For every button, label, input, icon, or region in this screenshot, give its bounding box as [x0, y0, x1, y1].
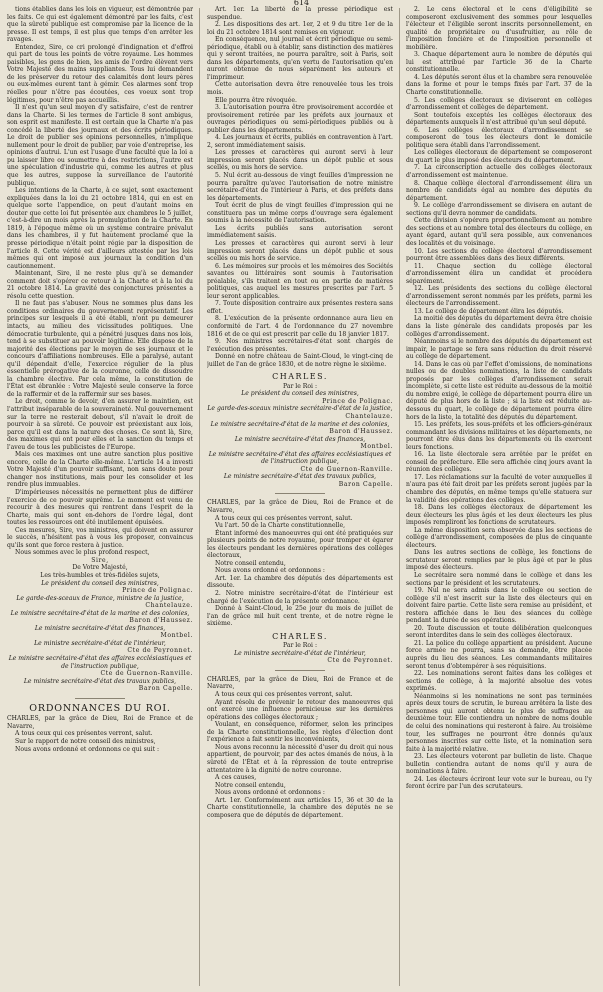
paragraph: La même disposition sera observée dans les sections de collège d'arrondissement, composées de plus de cinquante électeurs.: [406, 526, 592, 549]
king-signature: CHARLES.: [272, 372, 328, 382]
paragraph: 5. Les collèges électoraux se diviseront en collèges d'arrondissement et collèges de département.: [406, 96, 592, 112]
paragraph: Étant informé des manoeuvres qui ont été pratiquées sur plusieurs points de notre royaume, pour tromper et égarer les électeurs pendant les dernières opérations des collèges électoraux,: [207, 529, 393, 560]
paragraph: 15. Les préfets, les sous-préfets et les officiers-généraux commandant les divisions militaires et les départements, ne pourront être élus dans les départements où ils exercent leurs fonctions.: [406, 421, 592, 451]
king-heading: CHARLES, par la grâce de Dieu, Roi de France et de Navarre,: [7, 715, 193, 730]
paragraph: Il n'est qu'un seul moyen d'y satisfaire, c'est de rentrer dans la Charte. Si les termes de l'article 8 sont ambigus, son esprit est manifeste. Il est certain que la Charte n'a pas concédé la liberté des journaux et des écrits périodiques. Le droit de publier ses opinions personnelles, n'implique nullement pour le droit de publier, par voie d'entreprise, les opinions d'autrui. L'un est l'usage d'une faculté que la loi a pu laisser libre ou soumettre à des restrictions, l'autre est une spéculation d'industrie qui, comme les autres et plus que les autres, suppose la surveillance de l'autorité publique.: [7, 104, 193, 187]
paragraph: 18. Dans les collèges électoraux de département les deux électeurs les plus âgés et les deux électeurs les plus imposés rempliront les fonctions de scrutateurs.: [406, 504, 592, 527]
paragraph: 9. Le collège d'arrondissement se divisera en autant de sections qu'il devra nommer de candidats.: [406, 202, 592, 217]
paragraph: Cette division s'opérera proportionnellement au nombre des sections et au nombre total des électeurs du collège, en ayant égard, autant qu'il sera possible, aux convenances des localités et du voisinage.: [406, 217, 592, 247]
signature-name: Baron Capelle.: [338, 480, 393, 488]
paragraph: 24. Les électeurs écriront leur vote sur le bureau, ou l'y feront écrire par l'un des scrutateurs.: [406, 775, 592, 791]
king-heading: CHARLES, par la grâce de Dieu, Roi de France et de Navarre,: [207, 499, 393, 514]
column-3: [406, 6, 592, 988]
signature-title: Le ministre secrétaire-d'état de la marine et des colonies,: [210, 420, 390, 428]
signature-name: Prince de Polignac.: [122, 587, 193, 595]
paragraph: Sont toutefois exceptés les collèges électoraux des départements auxquels il n'est attribué qu'un seul député.: [406, 111, 592, 127]
paragraph: La moitié des députés du département devra être choisie dans la liste générale des candidats proposés par les collèges d'arrondissement.: [406, 315, 592, 338]
paragraph: 4. Les journaux et écrits, publiés en contravention à l'art. 2, seront immédiatement saisis.: [207, 134, 393, 149]
closing-subjects: Les très-humbles et très-fidèles sujets,: [40, 572, 160, 580]
paragraph: Mais ces maximes ont une autre sanction plus positive encore, celle de la Charte elle-même. L'article 14 a investi Votre Majesté d'un pouvoir suffisant, non sans doute pour changer nos institutions, mais pour les consolider et les rendre plus immuables.: [7, 451, 193, 489]
paragraph: 12. Les présidents des sections du collège électoral d'arrondissement seront nommés par les préfets, parmi les électeurs de l'arrondissement.: [406, 285, 592, 308]
signature-name: Chantelauze.: [345, 412, 393, 420]
signature-title: Le président du conseil des ministres,: [41, 579, 159, 587]
paragraph: 13. Le collège de département élira les députés.: [414, 307, 564, 315]
paragraph: Les presses et caractères qui auront servi à leur impression seront placés dans un dépôt public et sous scellés, ou mis hors de service.: [207, 149, 393, 172]
paragraph: 14. Dans le cas où par l'effet d'omissions, de nominations nulles ou de doubles nominations, la liste de candidats proposés par les collèges d'arrondissement serait incomplète, si cette liste est réduite au-dessous de la moitié du nombre exigé, le collège de département pourra élire un député de plus hors de la liste ; si la liste est réduite au-dessous du quart, le collège de département pourra élire hors de la liste, la totalité des députés du département.: [406, 360, 592, 421]
paragraph: Les intentions de la Charte, à ce sujet, sont exactement expliquées dans la loi du 21 octobre 1814, qui en est en quelque sorte l'appendice, on peut d'autant moins en douter que cette loi fut présentée aux chambres le 5 juillet, c'est-à-dire un mois après la promulgation de la Charte. En 1819, à l'époque même où un système contraire prévalut dans les chambres, il y fut hautement proclamé que la presse périodique n'était point régie par la disposition de l'article 8. Cette vérité est d'ailleurs attestée par les lois mêmes qui ont imposé aux journaux la condition d'un cautionnement.: [7, 187, 193, 270]
paragraph: Néanmoins si le nombre des députés du département est impair, le partage se fera sans réduction du droit réservé au collège de département.: [406, 338, 592, 361]
signature-title: Le ministre secrétaire-d'état des travaux publics,: [23, 677, 177, 685]
paragraph: Nous avons ordonné et ordonnons :: [215, 789, 325, 797]
closing: De Votre Majesté,: [72, 564, 128, 572]
signature-title: Le ministre secrétaire-d'état de l'intérieur,: [234, 649, 366, 657]
signature-name: Cte de Peyronnet.: [327, 657, 393, 665]
paragraph: Vu l'art. 50 de la Charte constitutionnelle,: [215, 522, 346, 530]
signature-name: Montbel.: [160, 632, 193, 640]
king-heading: CHARLES, par la grâce de Dieu, Roi de France et de Navarre,: [207, 675, 393, 691]
paragraph: 20. Toute discussion et toute délibération quelconques seront interdites dans le sein des collèges électoraux.: [406, 624, 592, 640]
paragraph: 2. Notre ministre secrétaire-d'état de l'intérieur est chargé de l'exécution de la présente ordonnance.: [207, 590, 393, 605]
paragraph: 9. Nos ministres secrétaires-d'état sont chargés de l'exécution des présentes.: [207, 338, 393, 353]
paragraph: 3. Chaque département aura le nombre de députés qui lui est attribué par l'article 36 de la Charte constitutionnelle.: [406, 51, 592, 74]
paragraph: Maintenant, Sire, il ne reste plus qu'à se demander comment doit s'opérer ce retour à la Charte et à la loi du 21 octobre 1814. La gravité des conjonctures présentes a résolu cette question.: [7, 270, 193, 300]
signature-name: Prince de Polignac.: [322, 397, 393, 405]
paragraph: Tout écrit de plus de vingt feuilles d'impression qui ne constituera pas un même corps d'ouvrage sera également soumis à la nécessité de l'autorisation.: [207, 202, 393, 225]
paragraph: 6. Les mémoires sur procès et les mémoires des Sociétés savantes ou littéraires sont soumis à l'autorisation préalable, s'ils traitent en tout ou en partie de matières politiques, cas auquel les mesures prescrites par l'art. 5 leur seront applicables.: [207, 262, 393, 300]
paragraph: 8. L'exécution de la présente ordonnance aura lieu en conformité de l'art. 4 de l'ordonnance du 27 novembre 1816 et de ce qui est prescrit par celle du 18 janvier 1817.: [207, 315, 393, 338]
signature-title: Le ministre secrétaire-d'état des finances,: [234, 435, 366, 443]
paragraph: Donné à Saint-Cloud, le 25e jour du mois de juillet de l'an de grâce mil huit cent trente, et de notre règne le sixième.: [207, 605, 393, 628]
paragraph: Ces mesures, Sire, vos ministres, qui doivent en assurer le succès, n'hésitent pas à vous les proposer, convaincus qu'ils sont que force restera à justice.: [7, 526, 193, 549]
separator: [275, 670, 325, 671]
paragraph: 4. Les députés seront élus et la chambre sera renouvelée dans la forme et pour le temps fixés par l'art. 37 de la Charte constitutionnelle.: [406, 73, 592, 97]
signature-name: Cte de Peyronnet.: [127, 647, 193, 655]
paragraph: 2. Les dispositions des art. 1er, 2 et 9 du titre 1er de la loi du 21 octobre 1814 sont remises en vigueur.: [207, 21, 393, 36]
signature-name: Cte de Guernon-Ranville.: [300, 465, 393, 473]
paragraph: 22. Les nominations seront faites dans les collèges et sections de collège, à la majorité absolue des votes exprimés.: [406, 670, 592, 693]
paragraph: Cette autorisation devra être renouvelée tous les trois mois.: [207, 81, 393, 97]
paragraph: Le droit, comme le devoir, d'en assurer le maintien, est l'attribut inséparable de la souveraineté. Nul gouvernement sur la terre ne resterait debout, s'il n'avait le droit de pourvoir à sa sûreté. Ce pouvoir est préexistant aux lois, parce qu'il est dans la nature des choses. Ce sont là, Sire, des maximes qui ont pour elles et la sanction du temps et l'aveu de tous les publicistes de l'Europe.: [7, 398, 193, 451]
signature-name: Baron Capelle.: [138, 685, 193, 693]
salutation: Sire,: [91, 556, 109, 564]
signature-name: Baron d'Haussez.: [129, 617, 193, 625]
column-rule: [199, 8, 200, 986]
paragraph: Les collèges électoraux de département se composeront du quart le plus imposé des électeurs du département.: [406, 149, 592, 164]
paragraph: Voulant, en conséquence, réformer, selon les principes de la Charte constitutionnelle, les règles d'élection dont l'expérience a fait sentir les inconvénients,: [207, 721, 393, 744]
paragraph: Les écrits publiés sans autorisation seront immédiatement saisis.: [207, 224, 393, 240]
signature-title: Le président du conseil des ministres,: [241, 390, 359, 398]
ordinance-intro: Sur le rapport de notre conseil des ministres,: [15, 737, 156, 745]
signature-title: Le ministre secrétaire-d'état des affaires ecclésiastiques et de l'instruction publique,: [8, 655, 192, 670]
paragraph: D'impérieuses nécessités ne permettent plus de différer l'exercice de ce pouvoir suprême. Le moment est venu de recourir à des mesures qui rentrent dans l'esprit de la Charte, mais qui sont en-dehors de l'ordre légal, dont toutes les ressources ont été inutilement épuisées.: [7, 489, 193, 527]
signature-name: Montbel.: [360, 443, 393, 451]
paragraph: Dans les autres sections de collège, les fonctions de scrutateur seront remplies par le plus âgé et par le plus imposé des électeurs.: [406, 549, 592, 572]
separator: [275, 493, 325, 494]
paragraph: 3. L'autorisation pourra être provisoirement accordée et provisoirement retirée par les préfets aux journaux et ouvrages périodiques ou semi-périodiques publiés ou à publier dans les départements.: [207, 104, 393, 134]
page-number: 614: [293, 0, 310, 7]
paragraph: Entendez, Sire, ce cri prolongé d'indignation et d'effroi qui part de tous les points de votre royaume. Les hommes paisibles, les gens de bien, les amis de l'ordre élèvent vers Votre Majesté des mains suppliantes. Tous lui demandent de les préserver du retour des calamités dont leurs pères ou eux-mêmes eurent tant à gémir. Ces alarmes sont trop réelles pour n'être pas écoutées, ces voeux sont trop légitimes, pour n'être pas accueillis.: [7, 43, 193, 104]
signature-title: Le garde-des-sceaux de France, ministre de la justice,: [16, 594, 184, 602]
separator: [75, 698, 125, 699]
paragraph: 7. Toute disposition contraire aux présentes restera sans effet.: [207, 300, 393, 315]
paragraph: En conséquence, nul journal et écrit périodique ou semi-périodique, établi ou à établir, sans distinction des matières qui y seront traitées, ne pourra paraître, soit à Paris, soit dans les départements, qu'en vertu de l'autorisation qu'en auront obtenue de nous séparément les auteurs et l'imprimeur.: [207, 36, 393, 81]
paragraph: Néanmoins si les nominations ne sont pas terminées après deux tours de scrutin, le bureau arrêtera la liste des personnes qui auront obtenu le plus de suffrages au deuxième tour. Elle contiendra un nombre de noms double de celui des nominations qui resteront à faire. Au troisième tour, les suffrages ne pourront être donnés qu'aux personnes inscrites sur cette liste, et la nomination sera faite à la majorité relative.: [406, 692, 592, 753]
election-ordinance: [207, 691, 393, 819]
paragraph: A ces causes,: [215, 774, 257, 782]
paragraph: Nous sommes avec le plus profond respect,: [15, 549, 150, 557]
signature-title: Le ministre secrétaire-d'état de l'intérieur,: [34, 639, 166, 647]
paragraph: A tous ceux qui ces présentes verront, salut.: [215, 691, 353, 699]
paragraph: Elle pourra être révoquée.: [215, 96, 297, 104]
signature-name: Cte de Guernon-Ranville.: [100, 670, 193, 678]
par-le-roi: Par le Roi :: [283, 642, 317, 650]
paragraph: Nous avons reconnu la nécessité d'user du droit qui nous appartient, de pourvoir, par des actes émanés de nous, à la sûreté de l'État et à la répression de toute entreprise attentatoire à la dignité de notre couronne.: [207, 743, 393, 774]
paragraph: tions établies dans les lois en vigueur, est démontrée par les faits. Ce qui est également démontré par les faits, c'est que la sûreté publique est compromise par la licence de la presse. Il est temps, il est plus que temps d'en arrêter les ravages.: [7, 6, 193, 44]
signature-title: Le garde-des-sceaux ministre secrétaire-d'état de la justice,: [207, 405, 393, 413]
paragraph: Art. 1er. La chambre des députés des départements est dissoute.: [207, 574, 393, 590]
paragraph: Art. 1er. Conformément aux articles 15, 36 et 30 de la Charte constitutionnelle, la chambre des députés ne se composera que de députés de département.: [207, 796, 393, 819]
paragraph: 5. Nul écrit au-dessous de vingt feuilles d'impression ne pourra paraître qu'avec l'autorisation de notre ministre secrétaire-d'état de l'intérieur à Paris, et des préfets dans les départements.: [207, 172, 393, 202]
column-2: [207, 6, 393, 988]
paragraph: 6. Les collèges électoraux d'arrondissement se composeront de tous les électeurs dont le domicile politique sera établi dans l'arrondissement.: [406, 126, 592, 149]
paragraph: 23. Les électeurs voteront par bulletin de liste. Chaque bulletin contiendra autant de noms qu'il y aura de nominations à faire.: [406, 753, 592, 776]
paragraph: Art. 1er. La liberté de la presse périodique est suspendue.: [207, 6, 393, 21]
king-signature: CHARLES.: [272, 631, 328, 641]
section-title: ORDONNANCES DU ROI.: [29, 702, 171, 714]
signature-name: Chantelauze.: [145, 602, 193, 610]
signature-title: Le ministre secrétaire-d'état de la marine et des colonies,: [10, 609, 190, 617]
paragraph: Donné en notre château de Saint-Cloud, le vingt-cinq de juillet de l'an de grâce 1830, et de notre règne le sixième.: [207, 353, 393, 368]
par-le-roi: Par le Roi :: [283, 382, 317, 390]
press-ordinance-articles: [207, 6, 393, 368]
signature-title: Le ministre secrétaire-d'état des affaires ecclésiastiques et de l'instruction publique,: [208, 450, 392, 466]
column-rule: [399, 8, 400, 986]
paragraph: 11. Chaque section du collège électoral d'arrondissement élira un candidat et procédera séparément.: [406, 262, 592, 285]
report-text: [7, 6, 193, 557]
paragraph: 21. La police du collège appartient au président. Aucune force armée ne pourra, sans sa demande, être placée auprès du lieu des séances. Les commandants militaires seront tenus d'obtempérer à ses réquisitions.: [406, 639, 592, 670]
paragraph: 17. Les réclamations sur la faculté de voter auxquelles il n'aura pas été fait droit par les préfets seront jugées par la chambre des députés, en même temps qu'elle statuera sur la validité des opérations des collèges.: [406, 473, 592, 504]
paragraph: Notre conseil entendu,: [215, 559, 286, 567]
paragraph: 8. Chaque collège électoral d'arrondissement élira un nombre de candidats égal au nombre des députés du département.: [406, 179, 592, 202]
paragraph: 19. Nul ne sera admis dans le collège ou section de collège s'il n'est inscrit sur la liste des électeurs qui en doivent faire partie. Cette liste sera remise au président, et restera affichée dans le lieu des séances du collège pendant la durée de ses opérations.: [406, 587, 592, 625]
paragraph: A tous ceux qui ces présentes verront, salut.: [215, 514, 353, 522]
paragraph: Le secrétaire sera nommé dans le collège et dans les sections par le président et les scrutateurs.: [406, 572, 592, 587]
paragraph: 7. La circonscription actuelle des collèges électoraux d'arrondissement est maintenue.: [406, 164, 592, 180]
ordinance-intro: Nous avons ordonné et ordonnons ce qui suit :: [15, 745, 160, 753]
paragraph: Ayant résolu de prévenir le retour des manoeuvres qui ont exercé une influence pernicieuse sur les dernières opérations des collèges électoraux ;: [207, 698, 393, 721]
paragraph: Notre conseil entendu,: [215, 781, 286, 789]
paragraph: 2. Le cens électoral et le cens d'éligibilité se composeront exclusivement des sommes pour lesquelles l'électeur et l'éligible seront inscrits personnellement, en qualité de propriétaire ou d'usufruitier, au rôle de l'imposition foncière et de l'imposition personnelle et mobilière.: [406, 6, 592, 51]
signature-title: Le ministre secrétaire-d'état des finances,: [34, 624, 166, 632]
column-1: [7, 6, 193, 988]
paragraph: Les presses et caractères qui auront servi à leur impression seront placés dans un dépôt public et sous scellés ou mis hors de service.: [207, 239, 393, 263]
paragraph: Il ne faut pas s'abuser. Nous ne sommes plus dans les conditions ordinaires du gouvernement représentatif. Les principes sur lesquels il a été établi, n'ont pu demeurer intacts, au milieu des vicissitudes politiques. Une démocratie turbulente, qui a pénétré jusques dans nos lois, tend à se substituer au pouvoir légitime. Elle dispose de la majorité des élections par le moyen de ses journaux et le concours d'affiliations nombreuses. Elle a paralysé, autant qu'il dépendait d'elle, l'exercice régulier de la plus essentielle prérogative de la couronne, celle de dissoudre la chambre élective. Par cela même, la constitution de l'État est ébranlée : Votre Majesté seule conserve la force de la raffermir et de la raffermir sur ses bases.: [7, 300, 193, 398]
dissolution-ordinance: [207, 515, 393, 628]
ordinance-intro: A tous ceux qui ces présentes verront, salut.: [15, 730, 153, 738]
paragraph: 16. La liste électorale sera arrêtée par le préfet en conseil de préfecture. Elle sera affichée cinq jours avant la réunion des collèges.: [406, 451, 592, 474]
election-ordinance-articles: [406, 6, 592, 791]
signature-name: Baron d'Haussez.: [329, 428, 393, 436]
signature-title: Le ministre secrétaire-d'état des travaux publics,: [223, 473, 377, 481]
paragraph: 10. Les sections du collège électoral d'arrondissement pourront être assemblées dans des lieux différents.: [406, 247, 592, 263]
paragraph: Nous avons ordonné et ordonnons :: [215, 567, 325, 575]
